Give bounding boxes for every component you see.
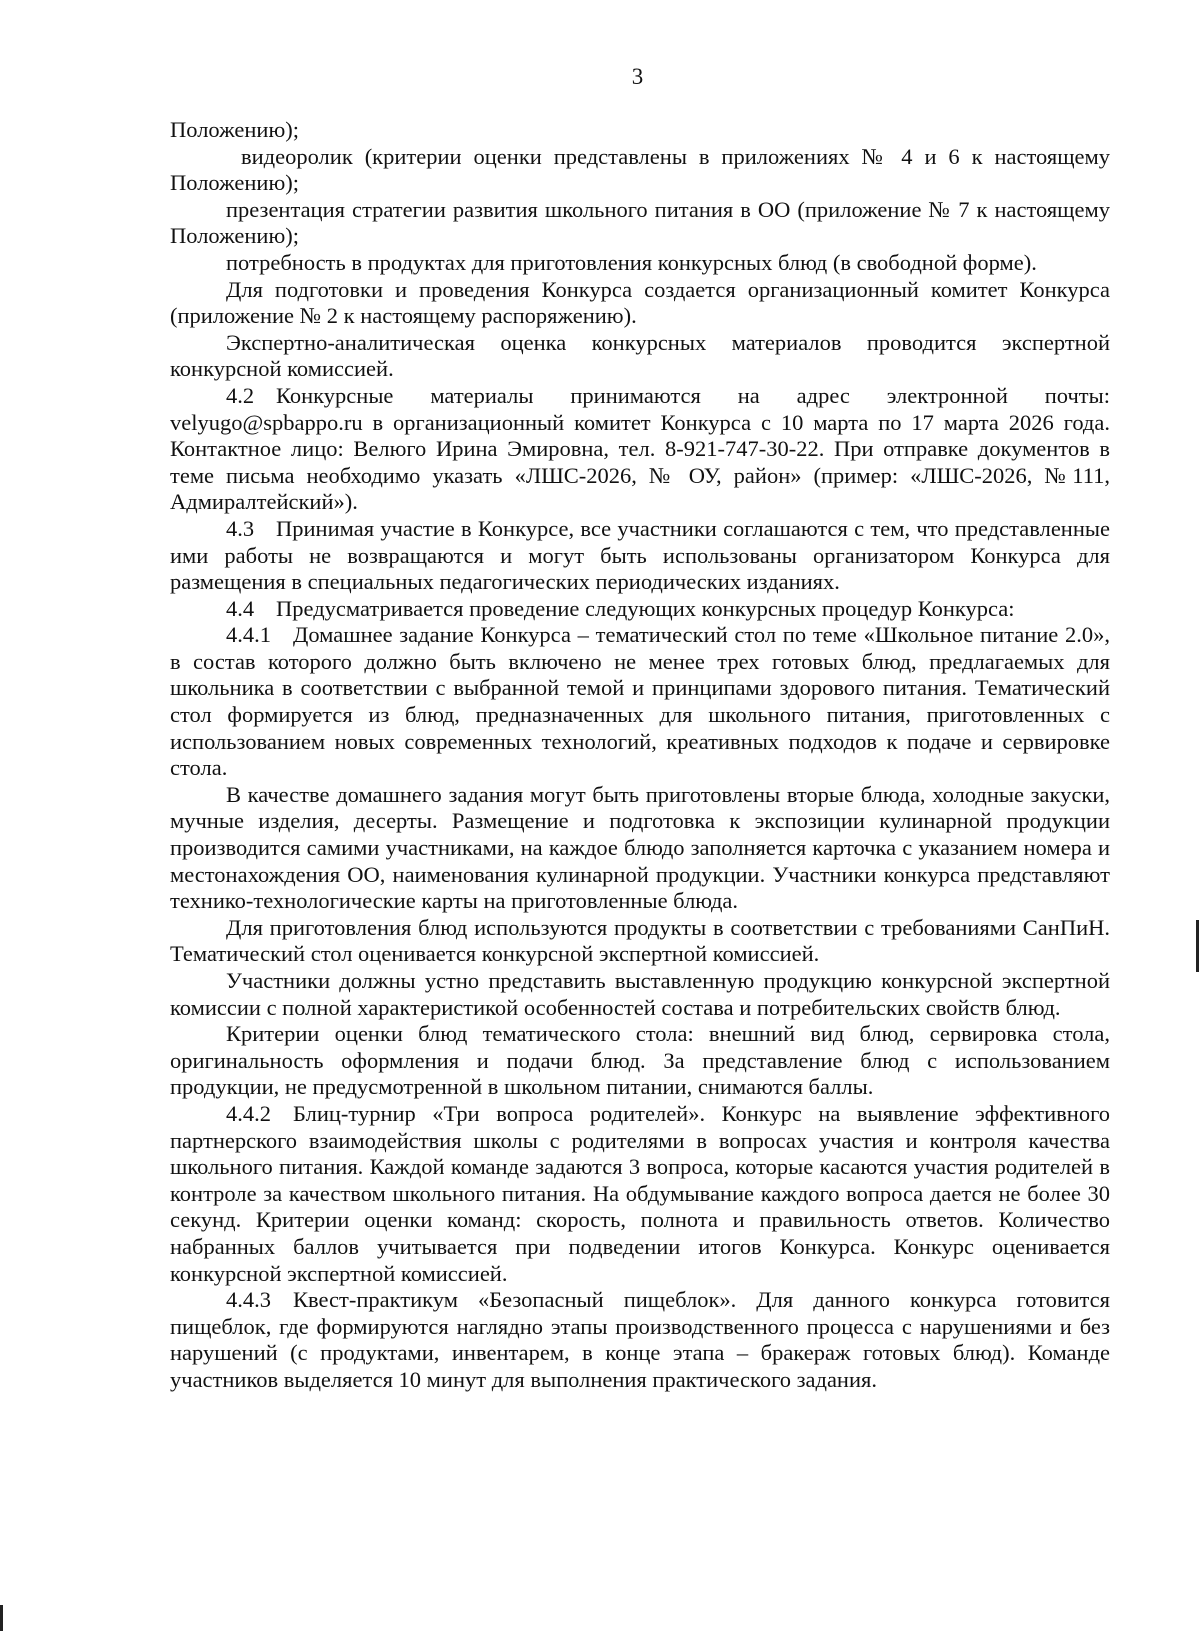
numbered-paragraph [170,516,1110,596]
section-number: 4.4.2 [226,1100,271,1126]
paragraph: Положению); [170,117,299,142]
paragraph: В качестве домашнего задания могут быть приготовлены вторые блюда, холодные закуски, мучные изделия, десерты. Размещение и подготовка к экспозиции кулинарной продукции производится самими участниками, на каждое блюдо заполняется карточка с указанием номера и местонахождения ОО, наименования кулинарной продукции. Участники конкурса представляют технико-технологические карты на приготовленные блюда. [170,781,1110,914]
section-number: 4.4.1 [226,622,271,648]
paragraph: потребность в продуктах для приготовления конкурсных блюд (в свободной форме). [226,249,1037,275]
paragraph-text: Домашнее задание Конкурса – тематический стол по теме «Школьное питание 2.0», в состав которого должно быть включено не менее трех готовых блюд, предлагаемых для школьника в соответствии с выбранной темой и принципами здорового питания. Тематический стол формируется из блюд, предназначенных для школьного питания, приготовленных с использованием новых современных технологий, креативных подходов к подаче и сервировке стола. [170,622,1110,781]
section-number: 4.2 [226,382,255,408]
section-number: 4.3 [226,515,255,541]
numbered-paragraph [170,1101,1110,1287]
numbered-paragraph [170,596,1110,623]
paragraph-text: Принимая участие в Конкурсе, все участники соглашаются с тем, что представленные ими работы не возвращаются и могут быть использованы организатором Конкурса для размещения в специальных педагогических периодических изданиях. [170,515,1110,595]
numbered-paragraph [170,383,1110,516]
paragraph-text: Конкурсные материалы принимаются на адрес электронной почты: velyugo@spbappo.ru в организационный комитет Конкурса с 10 марта по 17 марта 2026 года. Контактное лицо: Велюго Ирина Эмировна, тел. 8-921-747-30-22. При отправке документов в теме письма необходимо указать «ЛШС-2026, № ОУ, район» (пример: «ЛШС-2026, №111, Адмиралтейский»). [170,382,1110,515]
numbered-paragraph [170,622,1110,782]
paragraph: Для подготовки и проведения Конкурса создается организационный комитет Конкурса (приложение № 2 к настоящему распоряжению). [170,276,1110,329]
paragraph: Экспертно-аналитическая оценка конкурсных материалов проводится экспертной конкурсной комиссией. [170,329,1110,382]
paragraph: презентация стратегии развития школьного питания в ОО (приложение № 7 к настоящему Положению); [170,196,1110,249]
paragraph: Для приготовления блюд используются продукты в соответствии с требованиями СанПиН. Тематический стол оценивается конкурсной экспертной комиссией. [170,914,1110,967]
scan-edge-mark [0,1605,3,1631]
paragraph: Участники должны устно представить выставленную продукцию конкурсной экспертной комиссии с полной характеристикой особенностей состава и потребительских свойств блюд. [170,968,1110,1020]
paragraph: Критерии оценки блюд тематического стола: внешний вид блюд, сервировка стола, оригинальность оформления и подачи блюд. За представление блюд с использованием продукции, не предусмотренной в школьном питании, снимаются баллы. [170,1021,1110,1100]
paragraph-text: Блиц-турнир «Три вопроса родителей». Конкурс на выявление эффективного партнерского взаимодействия школы с родителями в вопросах участия и контроля качества школьного питания. Каждой команде задаются 3 вопроса, которые касаются участия родителей в контроле за качеством школьного питания. На обдумывание каждого вопроса дается не более 30 секунд. Критерии оценки команд: скорость, полнота и правильность ответов. Количество набранных баллов учитывается при подведении итогов Конкурса. Конкурс оценивается конкурсной экспертной комиссией. [170,1100,1110,1286]
section-number: 4.4.3 [226,1287,271,1313]
page-number: 3 [631,64,644,89]
paragraph: видеоролик (критерии оценки представлены в приложениях № 4 и 6 к настоящему Положению); [170,143,1110,196]
paragraph-text: Предусматривается проведение следующих конкурсных процедур Конкурса: [276,595,1015,621]
scan-edge-mark [1196,920,1199,972]
numbered-paragraph [170,1287,1110,1393]
document-body [170,117,1110,1394]
section-number: 4.4 [226,595,255,621]
paragraph-text: Квест-практикум «Безопасный пищеблок». Для данного конкурса готовится пищеблок, где формируются наглядно этапы производственного процесса с нарушениями и без нарушений (с продуктами, инвентарем, в конце этапа – бракераж готовых блюд). Команде участников выделяется 10 минут для выполнения практического задания. [170,1287,1110,1392]
